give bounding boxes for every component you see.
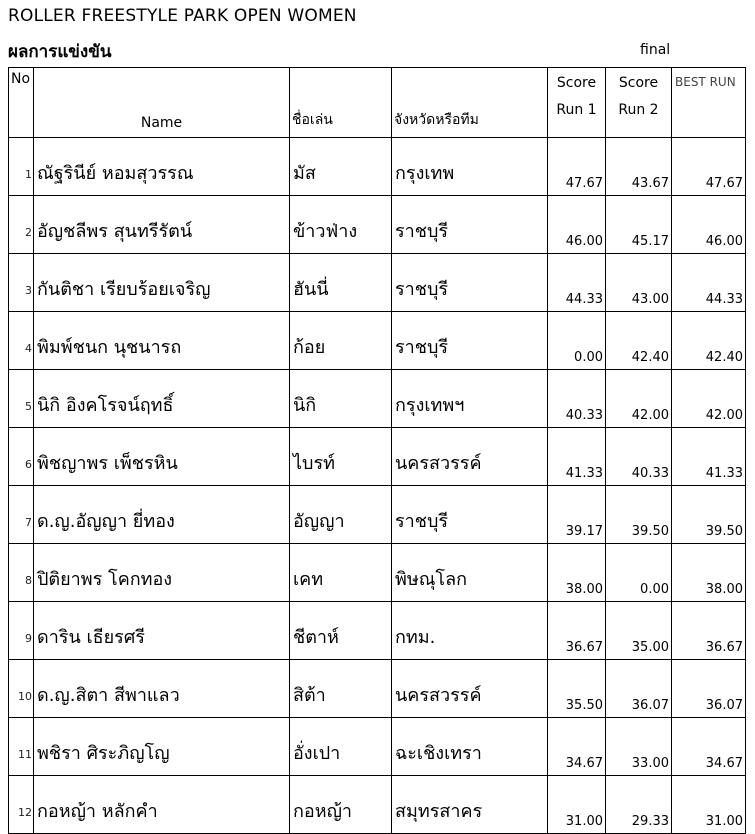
cell-rank: 1 bbox=[9, 138, 34, 196]
table-row bbox=[9, 776, 746, 834]
cell-name: กันติชา เรียบร้อยเจริญ bbox=[34, 254, 290, 312]
cell-nickname: ข้าวฟ่าง bbox=[290, 196, 392, 254]
cell-name: นิกิ อิงคโรจน์ฤทธิ์ bbox=[34, 370, 290, 428]
cell-nickname: ไบรท์ bbox=[290, 428, 392, 486]
cell-score-run2: 0.00 bbox=[606, 544, 672, 602]
cell-name: ณัฐรินีย์ หอมสุวรรณ bbox=[34, 138, 290, 196]
results-table bbox=[8, 67, 746, 834]
cell-name: ด.ญ.สิตา สีพาแลว bbox=[34, 660, 290, 718]
cell-best-run: 34.67 bbox=[672, 718, 746, 776]
score-run2-label-bottom: Run 2 bbox=[618, 102, 659, 118]
cell-name: พิมพ์ชนก นุชนารถ bbox=[34, 312, 290, 370]
cell-rank: 4 bbox=[9, 312, 34, 370]
column-header-score-run2 bbox=[606, 68, 672, 138]
cell-score-run1: 35.50 bbox=[548, 660, 606, 718]
cell-best-run: 38.00 bbox=[672, 544, 746, 602]
cell-name: ปิติยาพร โคกทอง bbox=[34, 544, 290, 602]
cell-best-run: 36.07 bbox=[672, 660, 746, 718]
cell-name: กอหญ้า หลักคำ bbox=[34, 776, 290, 834]
cell-best-run: 36.67 bbox=[672, 602, 746, 660]
cell-score-run2: 39.50 bbox=[606, 486, 672, 544]
cell-province: พิษณุโลก bbox=[392, 544, 548, 602]
cell-name: พิชญาพร เพ็ชรหิน bbox=[34, 428, 290, 486]
table-row bbox=[9, 660, 746, 718]
cell-province: ราชบุรี bbox=[392, 254, 548, 312]
table-row bbox=[9, 254, 746, 312]
cell-score-run1: 46.00 bbox=[548, 196, 606, 254]
cell-best-run: 46.00 bbox=[672, 196, 746, 254]
cell-rank: 8 bbox=[9, 544, 34, 602]
cell-province: นครสวรรค์ bbox=[392, 428, 548, 486]
cell-score-run2: 45.17 bbox=[606, 196, 672, 254]
cell-rank: 2 bbox=[9, 196, 34, 254]
score-run1-label-top: Score bbox=[556, 75, 597, 91]
results-heading: ผลการแข่งขัน bbox=[8, 42, 112, 62]
results-body bbox=[9, 138, 746, 834]
cell-score-run2: 43.00 bbox=[606, 254, 672, 312]
cell-province: ราชบุรี bbox=[392, 486, 548, 544]
table-row bbox=[9, 486, 746, 544]
cell-rank: 12 bbox=[9, 776, 34, 834]
table-row bbox=[9, 718, 746, 776]
table-row bbox=[9, 370, 746, 428]
cell-score-run1: 38.00 bbox=[548, 544, 606, 602]
cell-nickname: ก้อย bbox=[290, 312, 392, 370]
table-row bbox=[9, 138, 746, 196]
column-header-nickname: ชื่อเล่น bbox=[290, 68, 392, 138]
cell-name: ด.ญ.อัญญา ยี่ทอง bbox=[34, 486, 290, 544]
cell-nickname: สิต้า bbox=[290, 660, 392, 718]
cell-nickname: มัส bbox=[290, 138, 392, 196]
cell-score-run1: 41.33 bbox=[548, 428, 606, 486]
table-header-row bbox=[9, 68, 746, 138]
cell-score-run1: 31.00 bbox=[548, 776, 606, 834]
cell-score-run1: 36.67 bbox=[548, 602, 606, 660]
cell-score-run1: 40.33 bbox=[548, 370, 606, 428]
cell-best-run: 44.33 bbox=[672, 254, 746, 312]
cell-score-run1: 47.67 bbox=[548, 138, 606, 196]
cell-score-run2: 43.67 bbox=[606, 138, 672, 196]
cell-province: ราชบุรี bbox=[392, 312, 548, 370]
cell-score-run2: 36.07 bbox=[606, 660, 672, 718]
score-run1-label-bottom: Run 1 bbox=[556, 102, 597, 118]
cell-score-run2: 35.00 bbox=[606, 602, 672, 660]
table-row bbox=[9, 602, 746, 660]
cell-rank: 5 bbox=[9, 370, 34, 428]
cell-score-run2: 42.00 bbox=[606, 370, 672, 428]
column-header-province: จังหวัดหรือทีม bbox=[392, 68, 548, 138]
cell-best-run: 39.50 bbox=[672, 486, 746, 544]
cell-rank: 3 bbox=[9, 254, 34, 312]
cell-score-run2: 29.33 bbox=[606, 776, 672, 834]
column-header-no: No bbox=[9, 68, 34, 138]
cell-name: ดาริน เธียรศรี bbox=[34, 602, 290, 660]
cell-score-run2: 40.33 bbox=[606, 428, 672, 486]
column-header-name: Name bbox=[34, 68, 290, 138]
cell-nickname: อัญญา bbox=[290, 486, 392, 544]
column-header-best-run: BEST RUN bbox=[672, 68, 746, 138]
cell-nickname: ชีตาห์ bbox=[290, 602, 392, 660]
cell-province: ราชบุรี bbox=[392, 196, 548, 254]
cell-province: นครสวรรค์ bbox=[392, 660, 548, 718]
cell-nickname: เคท bbox=[290, 544, 392, 602]
table-row bbox=[9, 196, 746, 254]
cell-score-run1: 34.67 bbox=[548, 718, 606, 776]
cell-nickname: กอหญ้า bbox=[290, 776, 392, 834]
cell-rank: 6 bbox=[9, 428, 34, 486]
stage-label: final bbox=[640, 42, 671, 58]
table-row bbox=[9, 428, 746, 486]
cell-rank: 11 bbox=[9, 718, 34, 776]
cell-nickname: อั่งเปา bbox=[290, 718, 392, 776]
cell-name: อัญชลีพร สุนทรีรัตน์ bbox=[34, 196, 290, 254]
cell-best-run: 31.00 bbox=[672, 776, 746, 834]
cell-nickname: นิกิ bbox=[290, 370, 392, 428]
cell-province: กรุงเทพ bbox=[392, 138, 548, 196]
cell-score-run1: 39.17 bbox=[548, 486, 606, 544]
cell-score-run2: 33.00 bbox=[606, 718, 672, 776]
cell-province: สมุทรสาคร bbox=[392, 776, 548, 834]
cell-best-run: 47.67 bbox=[672, 138, 746, 196]
cell-score-run1: 0.00 bbox=[548, 312, 606, 370]
cell-best-run: 41.33 bbox=[672, 428, 746, 486]
cell-province: กรุงเทพฯ bbox=[392, 370, 548, 428]
cell-best-run: 42.40 bbox=[672, 312, 746, 370]
cell-rank: 7 bbox=[9, 486, 34, 544]
cell-nickname: ฮันนี่ bbox=[290, 254, 392, 312]
table-row bbox=[9, 544, 746, 602]
cell-score-run2: 42.40 bbox=[606, 312, 672, 370]
cell-score-run1: 44.33 bbox=[548, 254, 606, 312]
cell-name: พชิรา ศิระภิญโญ bbox=[34, 718, 290, 776]
cell-rank: 9 bbox=[9, 602, 34, 660]
cell-best-run: 42.00 bbox=[672, 370, 746, 428]
column-header-score-run1 bbox=[548, 68, 606, 138]
score-run2-label-top: Score bbox=[618, 75, 659, 91]
table-row bbox=[9, 312, 746, 370]
cell-province: กทม. bbox=[392, 602, 548, 660]
cell-rank: 10 bbox=[9, 660, 34, 718]
cell-province: ฉะเชิงเทรา bbox=[392, 718, 548, 776]
document-title: ROLLER FREESTYLE PARK OPEN WOMEN bbox=[8, 6, 357, 26]
